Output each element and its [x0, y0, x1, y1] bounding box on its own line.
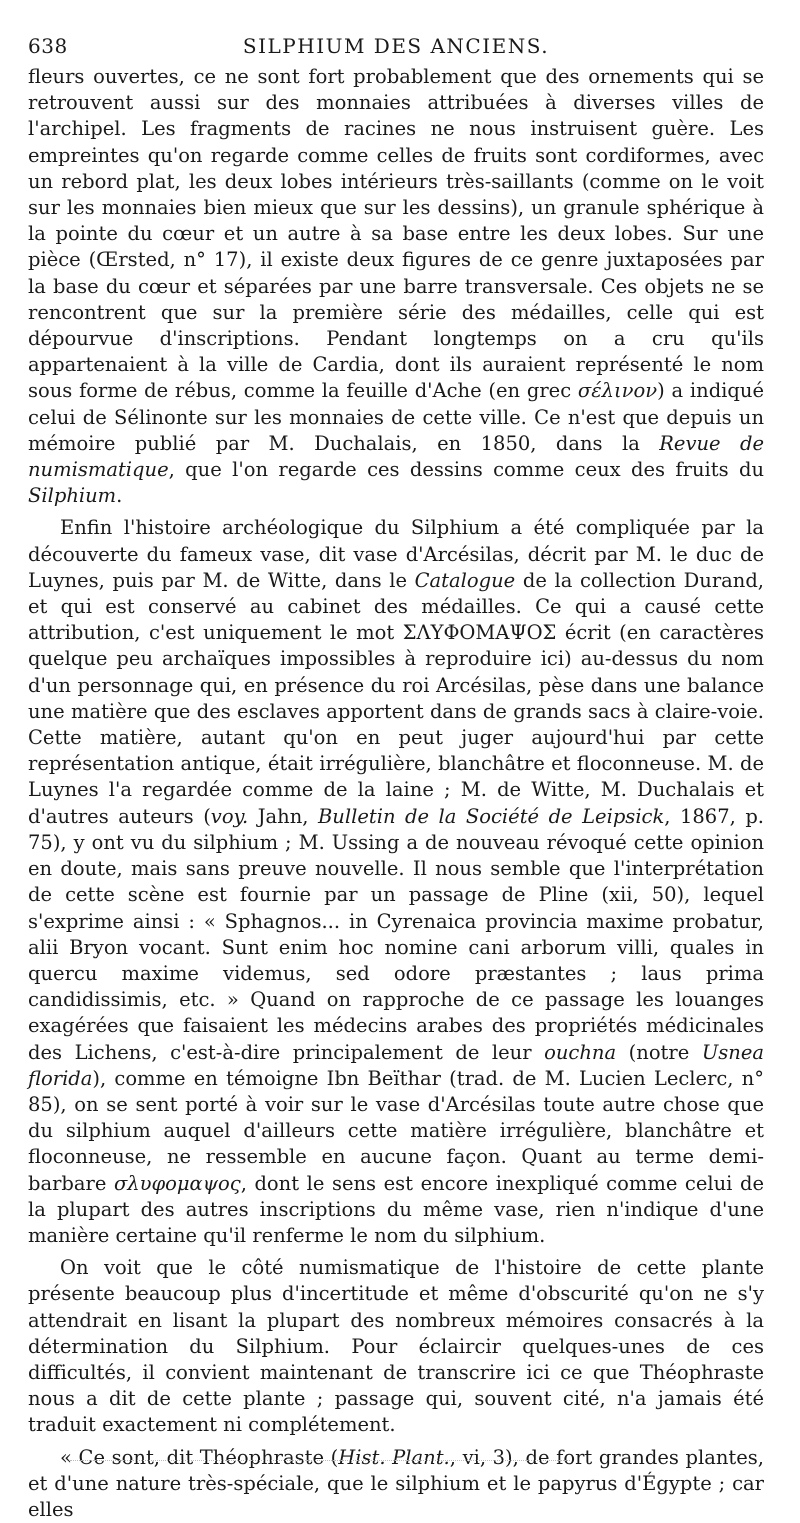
text-segment: Enfin l'histoire archéologique du Silphium a été compliquée par la découverte du fameux vase, dit vase d'Arcésilas, décrit par M. le duc de Luynes, puis par M. de Witte, dans le: [28, 516, 764, 592]
italic-text: voy.: [210, 804, 249, 828]
text-segment: , vi, 3), de fort grandes plantes, et d'une nature très-spéciale, que le silphium et le papyrus d'Égypte ; car elles: [28, 1445, 765, 1521]
italic-text: ouchna: [544, 1040, 617, 1064]
italic-text: σέλινον: [577, 379, 658, 403]
paragraph: [28, 515, 764, 1249]
text-segment: de la collection Durand, et qui est conservé au cabinet des médailles. Ce qui a causé cette attribution, c'est uniquement le mot ΣΛΥΦΟΜΑΨΟΣ écrit (en caractères quelque peu archaïques impossibles à reproduire ici) au-dessus du nom d'un personnage qui, en présence du roi Arcésilas, pèse dans une balance une matière que des esclaves apportent dans de grands sacs à claire-voie. Cette matière, autant qu'on en peut juger aujourd'hui par cette représentation antique, était irrégulière, blanchâtre et floconneuse. M. de Luynes l'a regardée comme de la laine ; M. de Witte, M. Duchalais et d'autres auteurs (: [28, 568, 765, 828]
text-segment: Jahn,: [248, 804, 318, 828]
italic-text: Hist. Plant.: [338, 1445, 450, 1469]
text-segment: .: [116, 484, 123, 508]
page-number: 638: [28, 34, 68, 58]
italic-text: Silphium: [28, 484, 117, 508]
body-text: [28, 64, 764, 1523]
paragraph: [28, 1445, 764, 1523]
italic-text: Usnea florida: [28, 1040, 764, 1090]
text-segment: , dont le sens est encore inexpliqué comme celui de la plupart des autres inscriptions du même vase, rien n'indique d'une manière certaine qu'il renferme le nom du silphium.: [28, 1171, 764, 1247]
text-segment: , 1867, p. 75), y ont vu du silphium ; M. Ussing a de nouveau révoqué cette opinion en doute, mais sans preuve nouvelle. Il nous semble que l'interprétation de cette scène est fournie par un passage de Pline (xii, 50), lequel s'exprime ainsi : « Sphagnos... in Cyrenaica provincia maxime probatur, alii Bryon vocant. Sunt enim hoc nomine cani arborum villi, quales in quercu maxime videmus, sed odore præstantes ; laus prima candidissimis, etc. » Quand on rapproche de ce passage les louanges exagérées que faisaient les médecins arabes des propriétés médicinales des Lichens, c'est-à-dire principalement de leur: [28, 804, 765, 1064]
italic-text: Revue de numismatique: [28, 431, 765, 482]
italic-text: Bulletin de la Société de Leipsick: [317, 804, 665, 828]
paragraph: [28, 1255, 764, 1438]
page-header: [28, 30, 764, 64]
running-title: SILPHIUM DES ANCIENS.: [242, 34, 550, 58]
text-segment: , que l'on regarde ces dessins comme ceux des fruits du: [168, 458, 764, 482]
text-segment: (notre: [616, 1040, 702, 1064]
text-segment: ) a indiqué celui de Sélinonte sur les monnaies de cette ville. Ce n'est que depuis un mémoire publié par M. Duchalais, en 1850, dans la: [28, 379, 764, 455]
page-footer-rule: [70, 1460, 570, 1461]
text-segment: ), comme en témoigne Ibn Beïthar (trad. de M. Lucien Leclerc, n° 85), on se sent porté à voir sur le vase d'Arcésilas toute autre chose que du silphium auquel d'ailleurs cette matière irrégulière, blanchâtre et floconneuse, ne ressemble en aucune façon. Quant au terme demi-barbare: [28, 1066, 764, 1195]
text-segment: On voit que le côté numismatique de l'histoire de cette plante présente beaucoup plus d'incertitude et même d'obscurité qu'on ne s'y attendrait en lisant la plupart des nombreux mémoires consacrés à la détermination du Silphium. Pour éclaircir quelques-unes de ces difficultés, il convient maintenant de transcrire ici ce que Théophraste nous a dit de cette plante ; passage qui, souvent cité, n'a jamais été traduit exactement ni complétement.: [28, 1256, 764, 1437]
italic-text: Catalogue: [414, 568, 516, 592]
text-segment: « Ce sont, dit Théophraste (: [60, 1445, 339, 1469]
italic-text: σλυφομαψος: [113, 1171, 241, 1195]
text-segment: fleurs ouvertes, ce ne sont fort probablement que des ornements qui se retrouvent aussi sur des monnaies attribuées à diverses villes de l'archipel. Les fragments de racines ne nous instruisent guère. Les empreintes qu'on regarde comme celles de fruits sont cordiformes, avec un rebord plat, les deux lobes intérieurs très-saillants (comme on le voit sur les monnaies bien mieux que sur les dessins), un granule sphérique à la pointe du cœur et un autre à sa base entre les deux lobes. Sur une pièce (Œrsted, n° 17), il existe deux figures de ce genre juxtaposées par la base du cœur et séparées par une barre transversale. Ces objets ne se rencontrent que sur la première série des médailles, celle qui est dépourvue d'inscriptions. Pendant longtemps on a cru qu'ils appartenaient à la ville de Cardia, dont ils auraient représenté le nom sous forme de rébus, comme la feuille d'Ache (en grec: [28, 65, 764, 403]
paragraph: [28, 64, 764, 509]
